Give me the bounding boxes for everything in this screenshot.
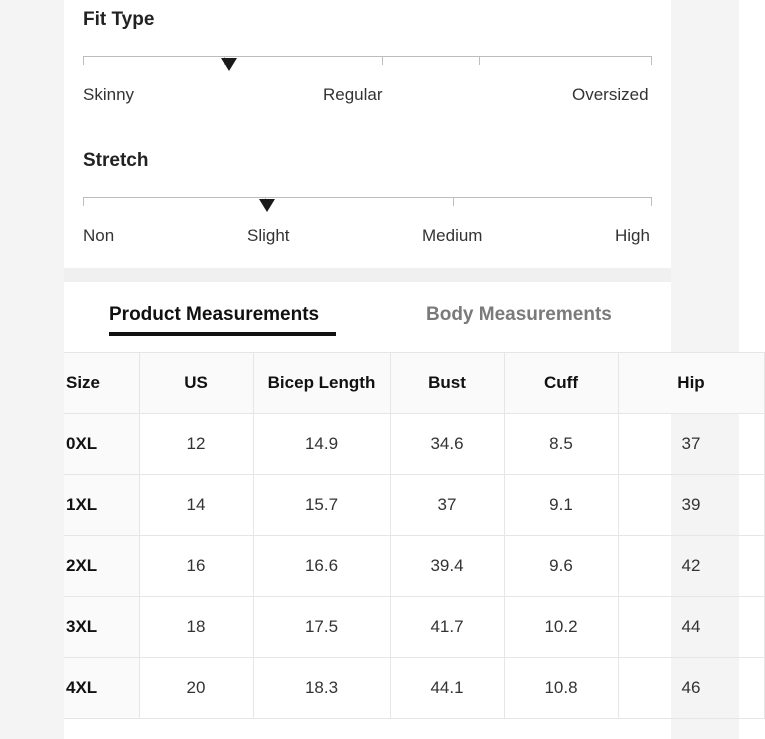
header-size: Size xyxy=(64,353,139,414)
cell-size: 3XL xyxy=(64,597,139,658)
fit-type-tick xyxy=(382,56,383,65)
fit-type-title: Fit Type xyxy=(83,9,155,30)
stretch-tick xyxy=(453,197,454,206)
fit-info-panel xyxy=(64,0,671,268)
fit-type-tick xyxy=(83,56,84,65)
cell-us: 20 xyxy=(139,658,253,719)
cell-cuff: 9.6 xyxy=(504,536,618,597)
fit-type-tick xyxy=(651,56,652,65)
table-header-row xyxy=(64,353,764,414)
size-table xyxy=(64,352,765,719)
cell-bust: 37 xyxy=(390,475,504,536)
stretch-scale xyxy=(83,197,651,198)
header-bust: Bust xyxy=(390,353,504,414)
cell-size: 2XL xyxy=(64,536,139,597)
cell-cuff: 10.2 xyxy=(504,597,618,658)
cell-size: 4XL xyxy=(64,658,139,719)
table-row xyxy=(64,414,764,475)
section-divider xyxy=(64,268,671,282)
cell-us: 14 xyxy=(139,475,253,536)
tab-body-measurements[interactable]: Body Measurements xyxy=(426,304,612,325)
table-row xyxy=(64,475,764,536)
header-us: US xyxy=(139,353,253,414)
measurement-tabs xyxy=(64,282,671,352)
stretch-label-non: Non xyxy=(83,226,115,245)
cell-bust: 34.6 xyxy=(390,414,504,475)
stretch-marker-icon xyxy=(259,199,275,212)
cell-bicep-length: 16.6 xyxy=(253,536,390,597)
stretch-title: Stretch xyxy=(83,150,149,171)
left-margin xyxy=(0,0,64,739)
fit-type-label-skinny: Skinny xyxy=(83,85,135,104)
stretch-label-medium: Medium xyxy=(422,226,483,245)
table-row xyxy=(64,536,764,597)
fit-type-label-oversized: Oversized xyxy=(572,85,649,104)
cell-hip: 42 xyxy=(618,536,764,597)
cell-bust: 39.4 xyxy=(390,536,504,597)
cell-us: 12 xyxy=(139,414,253,475)
fit-type-marker-icon xyxy=(221,58,237,71)
cell-bicep-length: 17.5 xyxy=(253,597,390,658)
cell-bust: 41.7 xyxy=(390,597,504,658)
header-bicep-length: Bicep Length xyxy=(253,353,390,414)
cell-cuff: 10.8 xyxy=(504,658,618,719)
active-tab-underline xyxy=(109,332,336,336)
cell-bicep-length: 18.3 xyxy=(253,658,390,719)
cell-cuff: 8.5 xyxy=(504,414,618,475)
header-hip: Hip xyxy=(618,353,764,414)
stretch-tick xyxy=(651,197,652,206)
cell-size: 1XL xyxy=(64,475,139,536)
cell-size: 0XL xyxy=(64,414,139,475)
cell-hip: 37 xyxy=(618,414,764,475)
cell-bust: 44.1 xyxy=(390,658,504,719)
tab-product-measurements[interactable]: Product Measurements xyxy=(109,304,320,325)
stretch-tick xyxy=(83,197,84,206)
stretch-label-slight: Slight xyxy=(247,226,290,245)
fit-type-tick xyxy=(479,56,480,65)
fit-type-scale xyxy=(83,56,651,57)
stretch-label-high: High xyxy=(615,226,650,245)
cell-bicep-length: 15.7 xyxy=(253,475,390,536)
table-row xyxy=(64,597,764,658)
cell-cuff: 9.1 xyxy=(504,475,618,536)
table-row xyxy=(64,658,764,719)
header-cuff: Cuff xyxy=(504,353,618,414)
cell-us: 16 xyxy=(139,536,253,597)
size-table-container[interactable] xyxy=(64,352,705,718)
cell-bicep-length: 14.9 xyxy=(253,414,390,475)
fit-type-label-regular: Regular xyxy=(323,85,383,104)
cell-hip: 44 xyxy=(618,597,764,658)
cell-hip: 46 xyxy=(618,658,764,719)
cell-us: 18 xyxy=(139,597,253,658)
cell-hip: 39 xyxy=(618,475,764,536)
